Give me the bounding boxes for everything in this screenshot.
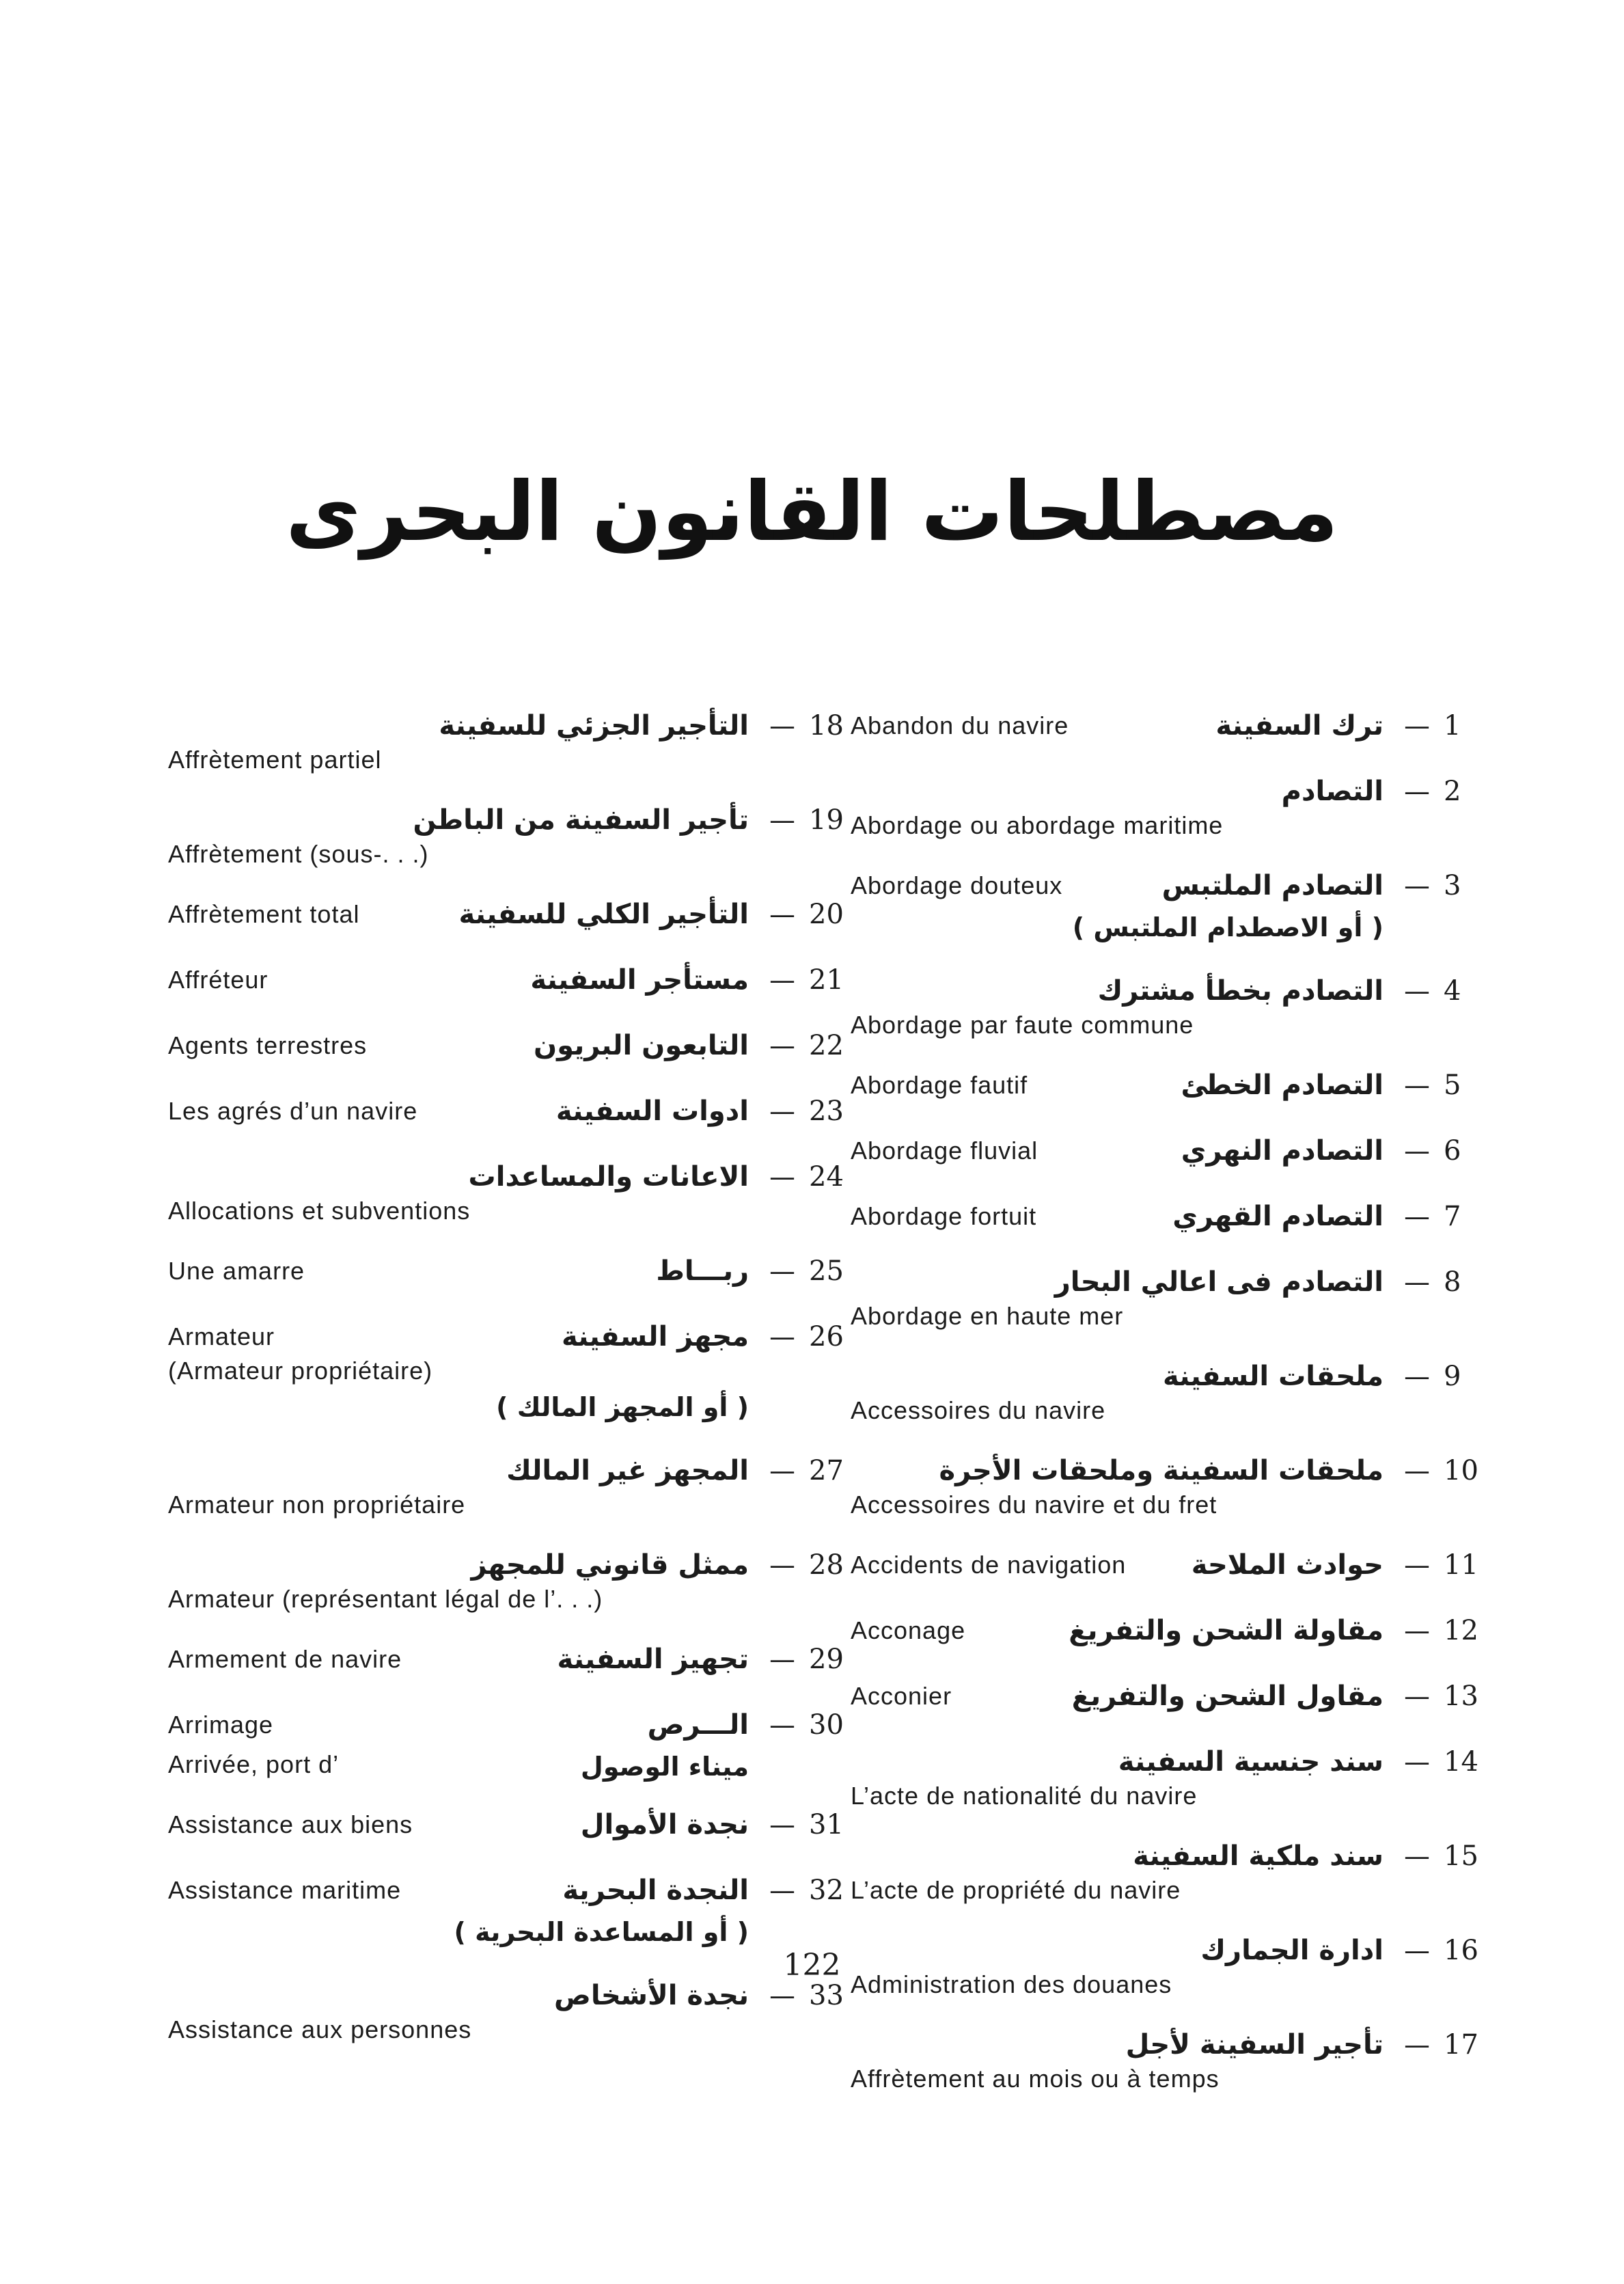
glossary-entry — [168, 1449, 851, 1521]
glossary-entry — [168, 1974, 851, 2046]
dash: — — [1404, 1456, 1430, 1486]
dash: — — [769, 1550, 795, 1580]
dash: — — [769, 1031, 795, 1061]
glossary-column-left — [168, 704, 851, 2068]
arabic-term: ربـــاط — [656, 1255, 749, 1287]
dash: — — [769, 711, 795, 741]
french-term: Abordage fluvial — [851, 1137, 1038, 1165]
glossary-entry — [851, 1195, 1486, 1238]
entry-number: 7 — [1444, 1201, 1461, 1232]
arabic-term: ممثل قانوني للمجهز — [471, 1549, 749, 1581]
entry-number: 20 — [809, 899, 844, 930]
arabic-term: التأجير الجزئي للسفينة — [439, 710, 749, 742]
arabic-term: تجهيز السفينة — [557, 1644, 749, 1675]
french-term: Affréteur — [168, 966, 269, 994]
french-term: Armateur — [168, 1322, 275, 1350]
french-term: Affrètement total — [168, 900, 360, 928]
dash: — — [769, 1644, 795, 1674]
dash: — — [769, 1096, 795, 1126]
arabic-term: التصادم النهري — [1181, 1135, 1384, 1167]
dash: — — [769, 1162, 795, 1192]
dash: — — [1404, 1935, 1430, 1966]
french-term: L’acte de propriété du navire — [851, 1876, 1181, 1904]
entry-number: 4 — [1444, 975, 1461, 1007]
french-term: Une amarre — [168, 1257, 305, 1285]
french-term: Agents terrestres — [168, 1031, 368, 1059]
entry-number: 19 — [809, 804, 844, 836]
entry-number: 11 — [1444, 1549, 1478, 1581]
arabic-term: الـــرص — [647, 1709, 749, 1741]
entry-number: 8 — [1444, 1266, 1461, 1298]
dash: — — [769, 1875, 795, 1905]
french-term: Accessoires du navire et du fret — [851, 1491, 1217, 1519]
entry-number: 32 — [809, 1875, 844, 1906]
dash: — — [1404, 1616, 1430, 1646]
arabic-term: حوادث الملاحة — [1191, 1549, 1384, 1581]
arabic-alternative: ( أو المجهز المالك ) — [496, 1392, 749, 1422]
arabic-term: التأجير الكلي للسفينة — [458, 899, 749, 930]
dash: — — [1404, 1201, 1430, 1232]
glossary-entry — [851, 770, 1486, 842]
entry-number: 9 — [1444, 1361, 1461, 1392]
arabic-term: مستأجر السفينة — [530, 964, 749, 996]
arabic-term: التصادم فى اعالي البحار — [1054, 1266, 1384, 1298]
dash: — — [1404, 1136, 1430, 1166]
arabic-term: سند ملكية السفينة — [1133, 1840, 1384, 1872]
arabic-term: مجهز السفينة — [562, 1321, 749, 1352]
french-term-secondary: Arrivée, port d’ — [168, 1750, 340, 1778]
french-term: Armateur non propriétaire — [168, 1491, 466, 1519]
arabic-term: سند جنسية السفينة — [1118, 1746, 1384, 1778]
glossary-entry — [851, 1449, 1486, 1521]
entry-number: 25 — [809, 1255, 844, 1287]
arabic-term: التصادم — [1281, 776, 1384, 807]
dash: — — [769, 1322, 795, 1352]
arabic-term: ادوات السفينة — [555, 1096, 749, 1127]
entry-number: 3 — [1444, 870, 1461, 901]
french-term: Abandon du navire — [851, 711, 1069, 739]
glossary-entry — [168, 1803, 851, 1847]
dash: — — [1404, 1361, 1430, 1391]
glossary-entry — [851, 1740, 1486, 1812]
glossary-entry — [168, 1089, 851, 1133]
glossary-entry — [168, 1543, 851, 1616]
glossary-entry — [168, 1703, 851, 1781]
glossary-entry — [168, 704, 851, 776]
arabic-term: تأجير السفينة من الباطن — [413, 804, 749, 836]
arabic-term: مقاول الشحن والتفريغ — [1071, 1681, 1384, 1712]
dash: — — [1404, 1070, 1430, 1100]
entry-number: 13 — [1444, 1681, 1478, 1712]
entry-number: 30 — [809, 1709, 844, 1741]
glossary-entry — [168, 958, 851, 1002]
glossary-entry — [851, 2023, 1486, 2095]
arabic-term: مقاولة الشحن والتفريغ — [1069, 1615, 1384, 1646]
dash: — — [1404, 1681, 1430, 1711]
arabic-alternative: ( أو الاصطدام الملتبس ) — [1072, 912, 1384, 942]
french-term: Abordage douteux — [851, 871, 1063, 899]
entry-number: 21 — [809, 964, 844, 996]
french-term: Affrètement (sous-. . .) — [168, 840, 429, 868]
arabic-term: ترك السفينة — [1215, 710, 1384, 742]
dash: — — [1404, 871, 1430, 901]
glossary-entry — [168, 1024, 851, 1068]
arabic-term: التصادم القهري — [1172, 1201, 1384, 1232]
entry-number: 10 — [1444, 1455, 1478, 1486]
french-term: Acconage — [851, 1616, 966, 1644]
glossary-entry — [851, 704, 1486, 748]
arabic-term: التابعون البريون — [534, 1030, 749, 1061]
arabic-term: التصادم الملتبس — [1161, 870, 1384, 901]
french-term: Allocations et subventions — [168, 1197, 471, 1225]
dash: — — [1404, 1267, 1430, 1297]
arabic-term: المجهز غير المالك — [506, 1455, 749, 1486]
french-term: Accessoires du navire — [851, 1396, 1106, 1424]
dash: — — [1404, 1747, 1430, 1777]
glossary-entry — [168, 1315, 851, 1427]
french-term: Assistance aux personnes — [168, 2015, 472, 2043]
french-term: Administration des douanes — [851, 1970, 1172, 1998]
dash: — — [769, 1256, 795, 1286]
french-term: Abordage par faute commune — [851, 1011, 1194, 1039]
arabic-term: ملحقات السفينة — [1163, 1361, 1384, 1392]
page-number: 122 — [783, 1948, 841, 1983]
glossary-entry — [168, 1249, 851, 1293]
glossary-entry — [168, 1868, 851, 1952]
entry-number: 16 — [1444, 1935, 1478, 1966]
french-term: Assistance aux biens — [168, 1810, 413, 1838]
french-term: Assistance maritime — [168, 1876, 402, 1904]
dash: — — [1404, 976, 1430, 1006]
arabic-term: نجدة الأموال — [580, 1809, 749, 1840]
dash: — — [769, 1710, 795, 1740]
glossary-entry — [851, 1355, 1486, 1427]
french-term: Affrètement au mois ou à temps — [851, 2065, 1220, 2093]
entry-number: 22 — [809, 1030, 844, 1061]
french-term: Arrimage — [168, 1711, 274, 1739]
dash: — — [769, 1810, 795, 1840]
entry-number: 17 — [1444, 2029, 1478, 2061]
dash: — — [769, 899, 795, 929]
entry-number: 15 — [1444, 1840, 1478, 1872]
glossary-entry — [851, 969, 1486, 1042]
dash: — — [1404, 2030, 1430, 2060]
glossary-entry — [851, 1260, 1486, 1333]
dash: — — [1404, 1841, 1430, 1871]
arabic-term: النجدة البحرية — [562, 1875, 749, 1906]
french-term: L’acte de nationalité du navire — [851, 1782, 1198, 1810]
glossary-entry — [168, 798, 851, 871]
entry-number: 6 — [1444, 1135, 1461, 1167]
arabic-alternative: ( أو المساعدة البحرية ) — [454, 1917, 749, 1947]
french-term-alternative: (Armateur propriétaire) — [168, 1357, 433, 1385]
entry-number: 31 — [809, 1809, 844, 1840]
dash: — — [1404, 1550, 1430, 1580]
french-term: Armement de navire — [168, 1645, 402, 1673]
entry-number: 27 — [809, 1455, 844, 1486]
glossary-entry — [851, 1674, 1486, 1718]
dash: — — [1404, 776, 1430, 806]
glossary-entry — [851, 864, 1486, 947]
entry-number: 2 — [1444, 776, 1461, 807]
dash: — — [769, 805, 795, 835]
dash: — — [769, 1981, 795, 2011]
glossary-entry — [851, 1063, 1486, 1107]
entry-number: 23 — [809, 1096, 844, 1127]
glossary-entry — [168, 1637, 851, 1681]
entry-number: 33 — [809, 1980, 844, 2011]
french-term: Acconier — [851, 1682, 952, 1710]
french-term: Accidents de navigation — [851, 1551, 1127, 1579]
glossary-entry — [851, 1609, 1486, 1653]
entry-number: 28 — [809, 1549, 844, 1581]
arabic-term: التصادم الخطئ — [1181, 1070, 1384, 1101]
dash: — — [769, 1456, 795, 1486]
french-term: Abordage en haute mer — [851, 1302, 1124, 1330]
french-term: Les agrés d’un navire — [168, 1097, 418, 1125]
french-term: Abordage fautif — [851, 1071, 1028, 1099]
glossary-column-right — [851, 704, 1486, 2117]
glossary-entry — [851, 1543, 1486, 1587]
entry-number: 14 — [1444, 1746, 1478, 1778]
entry-number: 18 — [809, 710, 844, 742]
glossary-entry — [168, 1155, 851, 1227]
arabic-term: التصادم بخطأ مشترك — [1097, 975, 1384, 1007]
arabic-term: ادارة الجمارك — [1200, 1935, 1384, 1966]
arabic-term: ملحقات السفينة وملحقات الأجرة — [939, 1455, 1384, 1486]
french-term: Armateur (représentant légal de l’. . .) — [168, 1585, 603, 1613]
dash: — — [769, 965, 795, 995]
entry-number: 29 — [809, 1644, 844, 1675]
glossary-entry — [168, 893, 851, 936]
entry-number: 12 — [1444, 1615, 1478, 1646]
arabic-term: تأجير السفينة لأجل — [1125, 2029, 1384, 2061]
entry-number: 5 — [1444, 1070, 1461, 1101]
entry-number: 24 — [809, 1161, 844, 1193]
french-term: Abordage fortuit — [851, 1202, 1037, 1230]
french-term: Abordage ou abordage maritime — [851, 811, 1224, 839]
arabic-term: نجدة الأشخاص — [554, 1980, 749, 2011]
entry-number: 26 — [809, 1321, 844, 1352]
arabic-term: الاعانات والمساعدات — [468, 1161, 749, 1193]
page-title: مصطلحات القانون البحرى — [286, 465, 1338, 560]
french-term: Affrètement partiel — [168, 746, 382, 774]
entry-number: 1 — [1444, 710, 1461, 742]
glossary-entry — [851, 1129, 1486, 1173]
glossary-entry — [851, 1834, 1486, 1907]
dash: — — [1404, 711, 1430, 741]
arabic-term-secondary: ميناء الوصول — [580, 1752, 749, 1782]
